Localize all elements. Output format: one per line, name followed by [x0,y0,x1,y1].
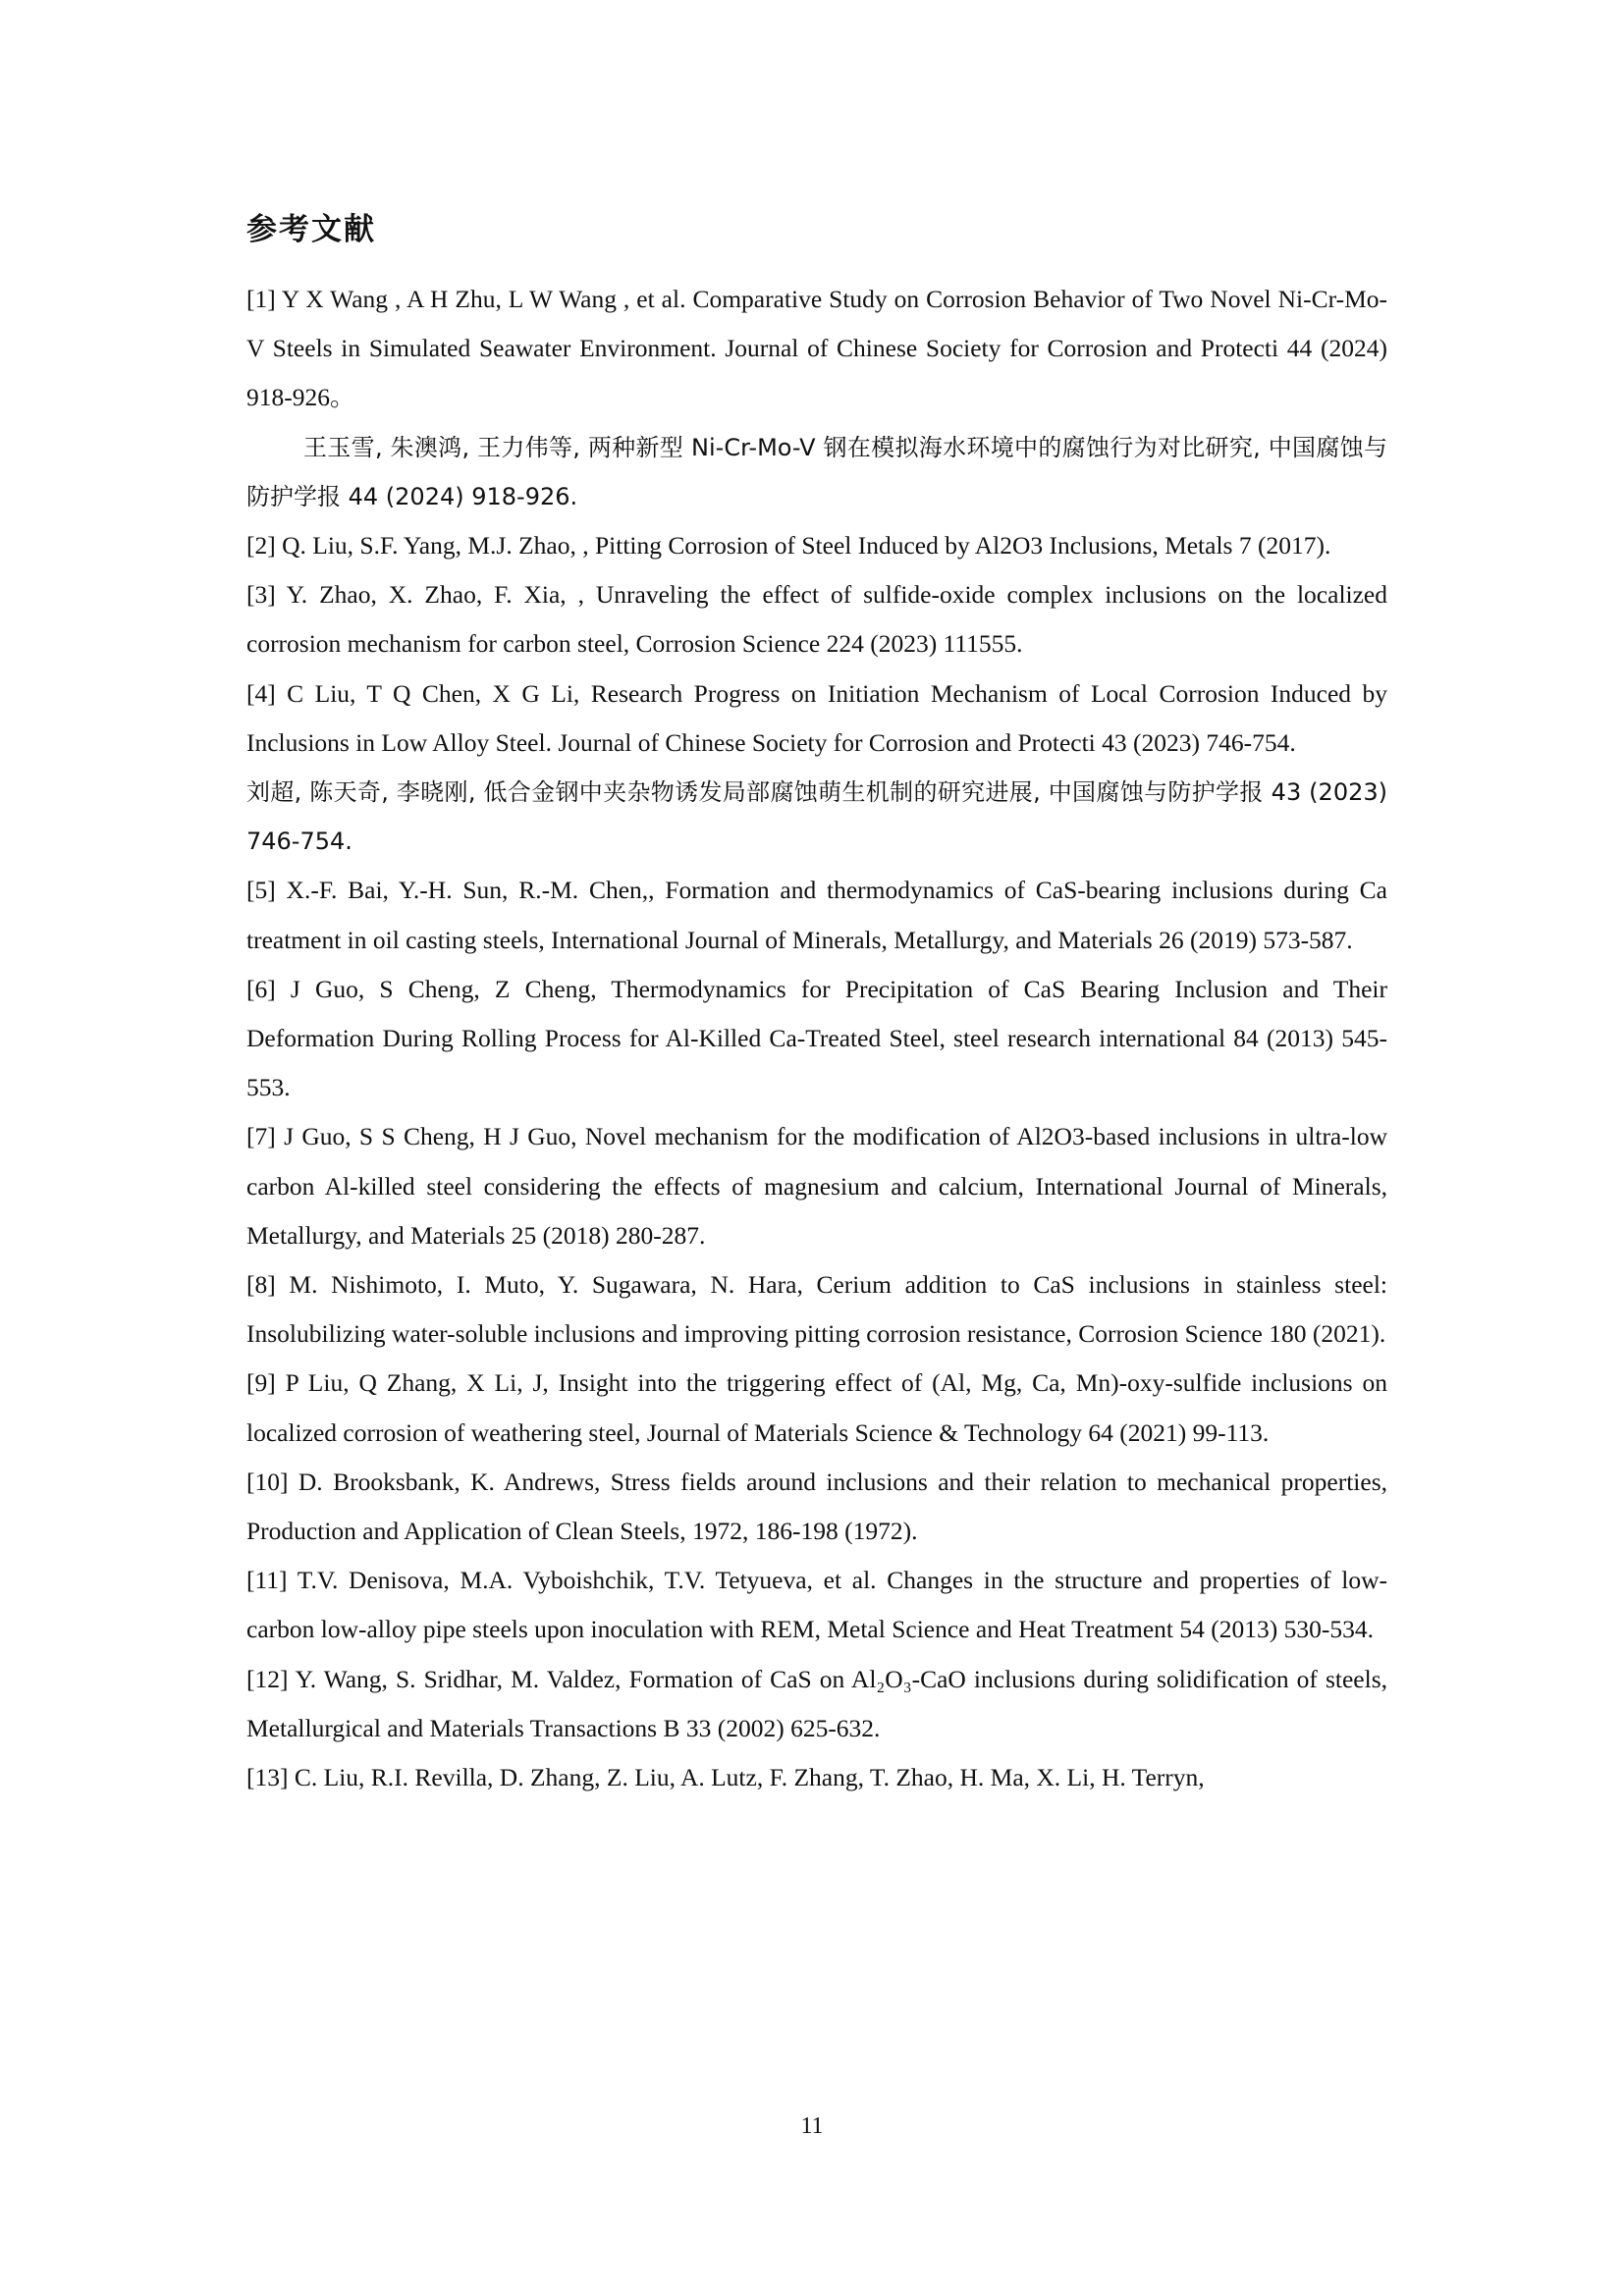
reference-item-5: [5] X.-F. Bai, Y.-H. Sun, R.-M. Chen,, Formation and thermodynamics of CaS-bearing inclusions during Ca treatment in oil casting steels, International Journal of Minerals, Metallurgy, and Materials 26 (2019) 573-587. [246,876,1387,954]
reference-list [246,275,1387,1802]
reference-item-8: [8] M. Nishimoto, I. Muto, Y. Sugawara, N. Hara, Cerium addition to CaS inclusions in stainless steel: Insolubilizing water-soluble inclusions and improving pitting corrosion resistance, Corrosion Science 180 (2021). [246,1270,1387,1349]
reference-item-10: [10] D. Brooksbank, K. Andrews, Stress fields around inclusions and their relation to mechanical properties, Production and Application of Clean Steels, 1972, 186-198 (1972). [246,1467,1387,1546]
reference-item-1: [1] Y X Wang , A H Zhu, L W Wang , et al. Comparative Study on Corrosion Behavior of Two Novel Ni-Cr-Mo-V Steels in Simulated Seawater Environment. Journal of Chinese Society for Corrosion and Protecti 44 (2024) 918-926。 [246,285,1387,412]
reference-item-7: [7] J Guo, S S Cheng, H J Guo, Novel mechanism for the modification of Al2O3-based inclusions in ultra-low carbon Al-killed steel considering the effects of magnesium and calcium, International Journal of Minerals, Metallurgy, and Materials 25 (2018) 280-287. [246,1122,1387,1250]
reference-item-2: [2] Q. Liu, S.F. Yang, M.J. Zhao, , Pitting Corrosion of Steel Induced by Al2O3 Inclusions, Metals 7 (2017). [246,531,1331,561]
reference-item-13: [13] C. Liu, R.I. Revilla, D. Zhang, Z. Liu, A. Lutz, F. Zhang, T. Zhao, H. Ma, X. Li, H. Terryn, [246,1763,1205,1792]
reference-item-12: [12] Y. Wang, S. Sridhar, M. Valdez, Formation of CaS on Al₂O₃-CaO inclusions during solidification of steels, Metallurgical and Materials Transactions B 33 (2002) 625-632. [246,1664,1387,1742]
reference-item-4-chinese: 刘超, 陈天奇, 李晓刚, 低合金钢中夹杂物诱发局部腐蚀萌生机制的研究进展, 中国腐蚀与防护学报 43 (2023) 746-754. [246,778,1387,856]
page-number: 11 [800,2113,824,2139]
reference-item-11: [11] T.V. Denisova, M.A. Vyboishchik, T.V. Tetyueva, et al. Changes in the structure and properties of low-carbon low-alloy pipe steels upon inoculation with REM, Metal Science and Heat Treatment 54 (2013) 530-534. [246,1566,1387,1644]
reference-item-1-chinese: 王玉雪, 朱澳鸿, 王力伟等, 两种新型 Ni-Cr-Mo-V 钢在模拟海水环境中的腐蚀行为对比研究, 中国腐蚀与防护学报 44 (2024) 918-926. [246,433,1387,510]
references-heading: 参考文献 [246,212,376,247]
reference-item-9: [9] P Liu, Q Zhang, X Li, J, Insight into the triggering effect of (Al, Mg, Ca, Mn)-oxy-sulfide inclusions on localized corrosion of weathering steel, Journal of Materials Science & Technology 64 (2021) 99-113. [246,1368,1387,1447]
reference-item-4: [4] C Liu, T Q Chen, X G Li, Research Progress on Initiation Mechanism of Local Corrosion Induced by Inclusions in Low Alloy Steel. Journal of Chinese Society for Corrosion and Protecti 43 (2023) 746-754. [246,678,1387,757]
reference-item-6: [6] J Guo, S Cheng, Z Cheng, Thermodynamics for Precipitation of CaS Bearing Inclusion and Their Deformation During Rolling Process for Al-Killed Ca-Treated Steel, steel research international 84 (2013) 545-553. [246,974,1387,1102]
reference-item-3: [3] Y. Zhao, X. Zhao, F. Xia, , Unraveling the effect of sulfide-oxide complex inclusions on the localized corrosion mechanism for carbon steel, Corrosion Science 224 (2023) 111555. [246,580,1387,659]
